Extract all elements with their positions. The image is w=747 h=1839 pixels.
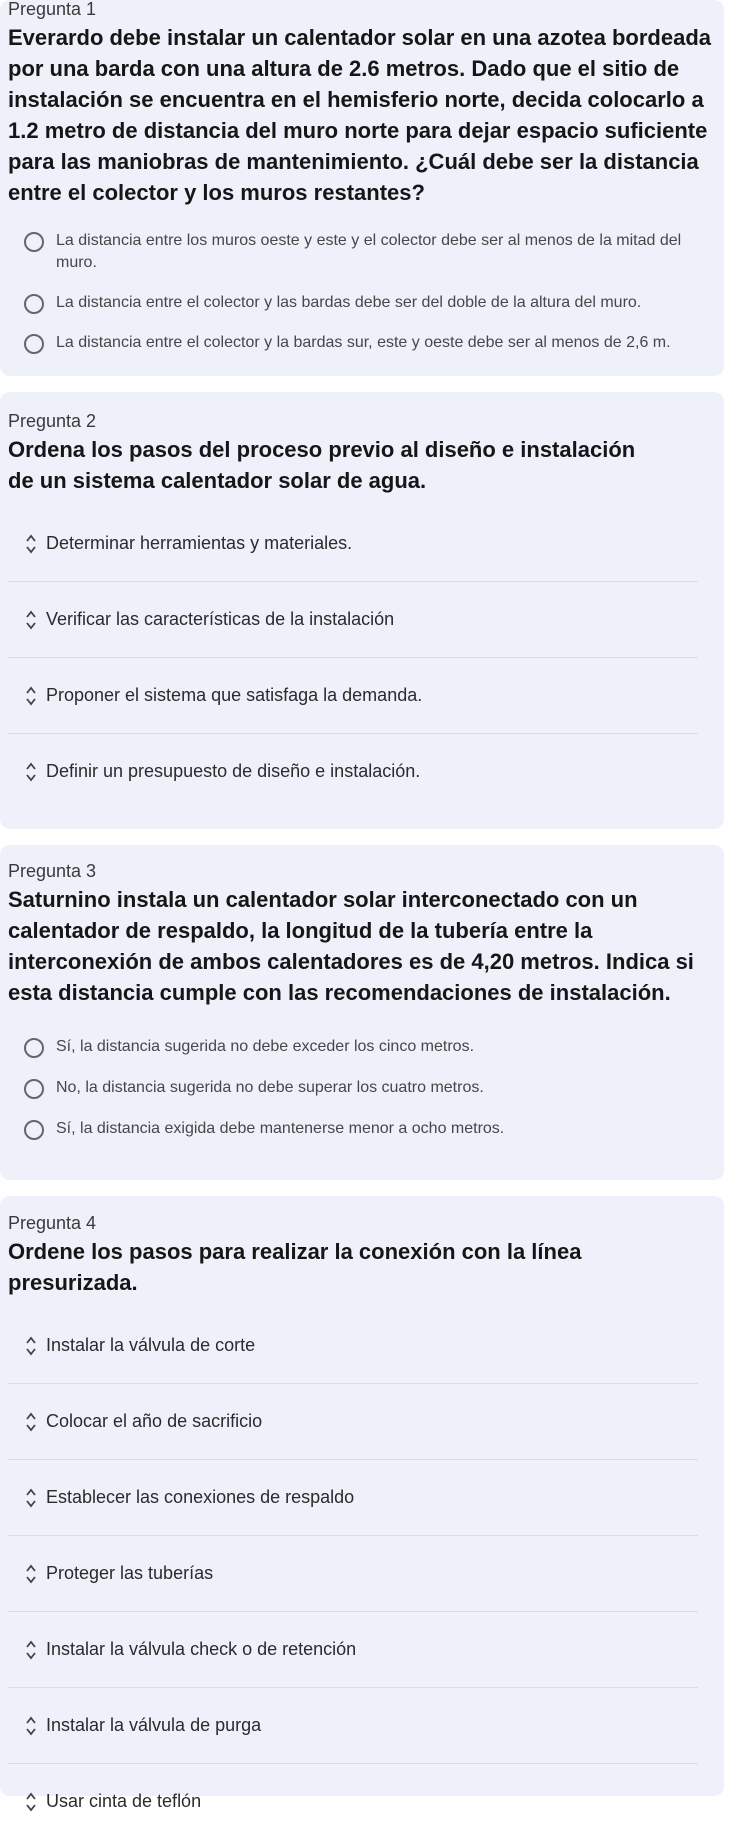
order-item[interactable] bbox=[8, 1308, 698, 1384]
radio-button[interactable] bbox=[24, 1038, 44, 1058]
radio-option[interactable] bbox=[8, 230, 708, 274]
order-item[interactable] bbox=[8, 1688, 698, 1764]
radio-button[interactable] bbox=[24, 334, 44, 354]
reorder-handle-icon[interactable] bbox=[24, 1486, 38, 1510]
option-label: La distancia entre el colector y la bardas sur, este y oeste debe ser al menos de 2,6 m. bbox=[56, 334, 671, 351]
radio-button[interactable] bbox=[24, 1120, 44, 1140]
option-label: Sí, la distancia exigida debe mantenerse menor a ocho metros. bbox=[56, 1120, 505, 1137]
order-item-label: Proponer el sistema que satisfaga la demanda. bbox=[46, 685, 423, 705]
reorder-handle-icon[interactable] bbox=[24, 1638, 38, 1662]
question-text: Saturnino instala un calentador solar interconectado con un calentador de respaldo, la longitud de la tubería entre la interconexión de ambos calentadores es de 4,20 metros. Indica si esta distancia cumple con las recomendaciones de instalación. bbox=[8, 887, 694, 1005]
question-text: Ordena los pasos del proceso previo al diseño e instalación de un sistema calentador solar de agua. bbox=[8, 437, 636, 493]
reorder-handle-icon[interactable] bbox=[24, 1790, 38, 1814]
question-text: Ordene los pasos para realizar la conexión con la línea presurizada. bbox=[8, 1239, 582, 1295]
reorder-handle-icon[interactable] bbox=[24, 760, 38, 784]
question-card-3 bbox=[0, 845, 724, 1180]
reorder-handle-icon[interactable] bbox=[24, 608, 38, 632]
order-list bbox=[8, 1308, 698, 1839]
reorder-handle-icon[interactable] bbox=[24, 684, 38, 708]
order-item-label: Proteger las tuberías bbox=[46, 1563, 214, 1583]
radio-button[interactable] bbox=[24, 294, 44, 314]
order-item[interactable] bbox=[8, 1612, 698, 1688]
question-number: Pregunta 2 bbox=[8, 411, 97, 431]
order-item-label: Verificar las características de la instalación bbox=[46, 609, 395, 629]
reorder-handle-icon[interactable] bbox=[24, 1334, 38, 1358]
order-item[interactable] bbox=[8, 1536, 698, 1612]
order-item[interactable] bbox=[8, 506, 698, 582]
reorder-handle-icon[interactable] bbox=[24, 1562, 38, 1586]
option-label: La distancia entre el colector y las bardas debe ser del doble de la altura del muro. bbox=[56, 294, 642, 311]
radio-option[interactable] bbox=[8, 1036, 716, 1058]
radio-option[interactable] bbox=[8, 332, 716, 354]
order-item-label: Instalar la válvula check o de retención bbox=[46, 1639, 357, 1659]
question-number: Pregunta 3 bbox=[8, 861, 97, 881]
question-card-4 bbox=[0, 1196, 724, 1811]
radio-option[interactable] bbox=[8, 1118, 716, 1140]
radio-option[interactable] bbox=[8, 292, 716, 314]
question-card-2 bbox=[0, 392, 724, 829]
order-item-label: Determinar herramientas y materiales. bbox=[46, 533, 353, 553]
order-item[interactable] bbox=[8, 1384, 698, 1460]
order-item[interactable] bbox=[8, 658, 698, 734]
question-text: Everardo debe instalar un calentador solar en una azotea bordeada por una barda con una altura de 2.6 metros. Dado que el sitio de instalación se encuentra en el hemisferio norte, decida colocarlo a 1.2 metro de distancia del muro norte para dejar espacio suficiente para las maniobras de mantenimiento. ¿Cuál debe ser la distancia entre el colector y los muros restantes? bbox=[8, 25, 711, 205]
order-item-label: Establecer las conexiones de respaldo bbox=[46, 1487, 355, 1507]
reorder-handle-icon[interactable] bbox=[24, 532, 38, 556]
question-number: Pregunta 4 bbox=[8, 1213, 97, 1233]
order-item-label: Usar cinta de teflón bbox=[46, 1791, 202, 1811]
order-item-label: Instalar la válvula de purga bbox=[46, 1715, 262, 1735]
order-item-label: Definir un presupuesto de diseño e instalación. bbox=[46, 761, 421, 781]
radio-button[interactable] bbox=[24, 232, 44, 252]
radio-button[interactable] bbox=[24, 1079, 44, 1099]
order-item[interactable] bbox=[8, 734, 698, 809]
order-item-label: Colocar el año de sacrificio bbox=[46, 1411, 263, 1431]
radio-option[interactable] bbox=[8, 1077, 716, 1099]
order-item[interactable] bbox=[8, 1460, 698, 1536]
question-card-1 bbox=[0, 0, 724, 376]
option-label: No, la distancia sugerida no debe superar los cuatro metros. bbox=[56, 1079, 484, 1096]
order-item[interactable] bbox=[8, 1764, 698, 1839]
order-item-label: Instalar la válvula de corte bbox=[46, 1335, 256, 1355]
question-number: Pregunta 1 bbox=[8, 0, 97, 19]
order-list bbox=[8, 506, 698, 809]
order-item[interactable] bbox=[8, 582, 698, 658]
option-label: Sí, la distancia sugerida no debe exceder los cinco metros. bbox=[56, 1038, 475, 1055]
reorder-handle-icon[interactable] bbox=[24, 1410, 38, 1434]
option-label: La distancia entre los muros oeste y este y el colector debe ser al menos de la mitad del muro. bbox=[56, 232, 682, 271]
reorder-handle-icon[interactable] bbox=[24, 1714, 38, 1738]
